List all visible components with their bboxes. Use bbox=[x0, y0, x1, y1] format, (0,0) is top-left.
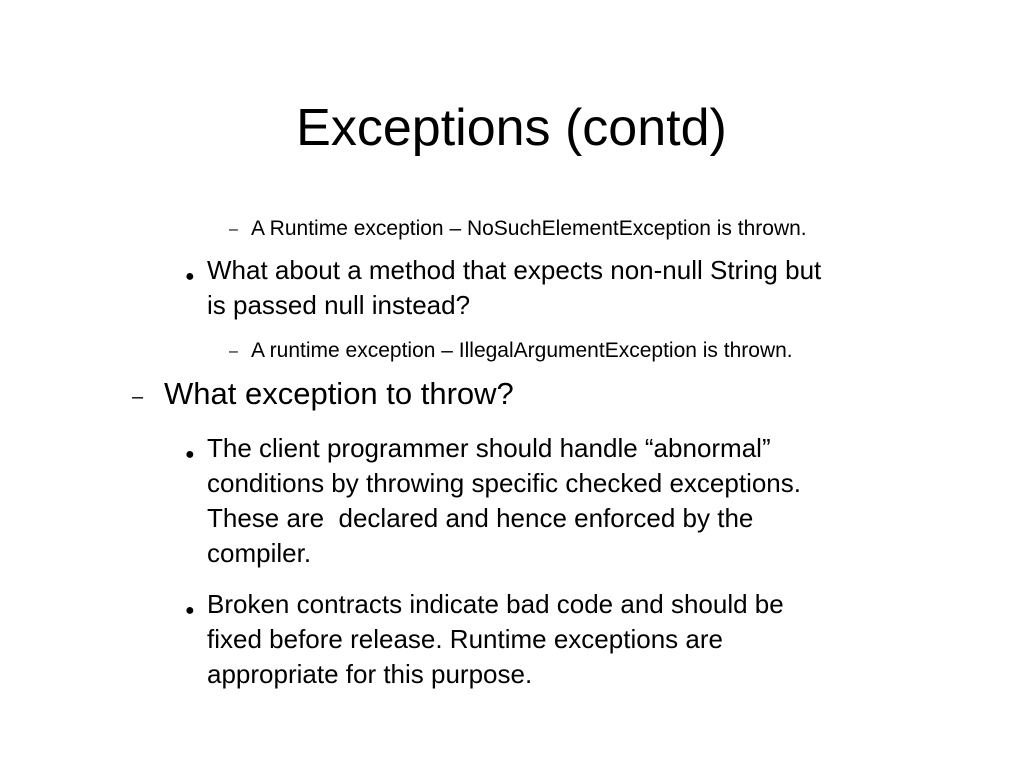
point-text: A Runtime exception – NoSuchElementException is thrown. bbox=[251, 217, 807, 240]
point-text-line: fixed before release. Runtime exceptions are bbox=[207, 624, 723, 654]
sub-point bbox=[185, 587, 784, 692]
point-text-line: What about a method that expects non-null String but bbox=[207, 255, 822, 285]
sub-sub-point bbox=[229, 338, 793, 364]
dash-marker: – bbox=[229, 343, 238, 360]
sub-point bbox=[185, 253, 822, 323]
point-text-line: appropriate for this purpose. bbox=[207, 659, 533, 689]
sub-sub-point bbox=[229, 216, 807, 242]
point-text-line: conditions by throwing specific checked exceptions. bbox=[207, 468, 801, 498]
point-text-line: compiler. bbox=[207, 538, 312, 568]
point-text: What exception to throw? bbox=[164, 376, 514, 411]
point-text-line: Broken contracts indicate bad code and should be bbox=[207, 589, 784, 619]
point-text-line: These are declared and hence enforced by the bbox=[207, 503, 754, 533]
bullet-marker: ● bbox=[185, 268, 195, 285]
dash-marker: – bbox=[132, 386, 144, 408]
sub-point bbox=[185, 431, 801, 571]
bullet-marker: ● bbox=[185, 602, 195, 619]
main-point bbox=[132, 375, 514, 413]
point-text-line: The client programmer should handle “abnormal” bbox=[207, 433, 771, 463]
point-text: A runtime exception – IllegalArgumentException is thrown. bbox=[251, 339, 793, 362]
dash-marker: – bbox=[229, 221, 238, 238]
point-text-line: is passed null instead? bbox=[207, 290, 471, 320]
bullet-marker: ● bbox=[185, 446, 195, 463]
slide-title: Exceptions (contd) bbox=[296, 99, 727, 157]
